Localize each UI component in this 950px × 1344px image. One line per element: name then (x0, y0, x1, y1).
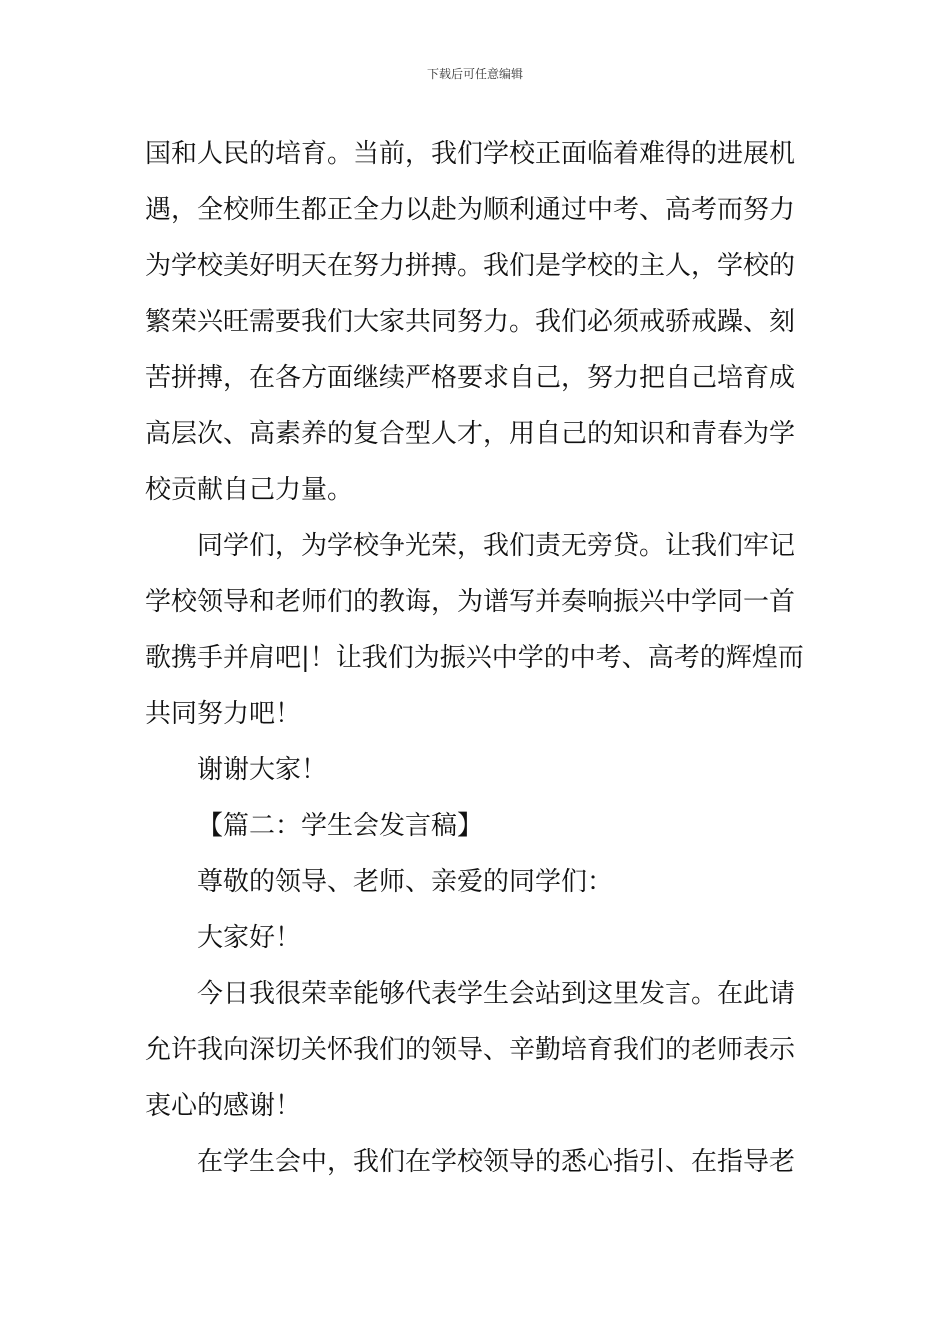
text-line: 在学生会中，我们在学校领导的悉心指引、在指导老 (197, 1147, 796, 1177)
text-line: 校贡献自己力量。 (145, 475, 354, 505)
text-line: 大家好！ (197, 923, 302, 953)
text-line: 歌携手并肩吧|！让我们为振兴中学的中考、高考的辉煌而 (145, 643, 804, 673)
document-body (145, 126, 815, 1190)
text-line: 允许我向深切关怀我们的领导、辛勤培育我们的老师表示 (145, 1035, 796, 1065)
page-header: 下载后可任意编辑 (426, 67, 523, 81)
section-heading: 【篇二：学生会发言稿】 (197, 811, 484, 841)
text-line: 学校领导和老师们的教诲，为谱写并奏响振兴中学同一首 (145, 587, 796, 617)
text-line: 衷心的感谢！ (145, 1091, 302, 1121)
text-line: 繁荣兴旺需要我们大家共同努力。我们必须戒骄戒躁、刻 (145, 307, 796, 337)
text-line: 共同努力吧！ (145, 699, 302, 729)
text-line: 苦拼搏，在各方面继续严格要求自己，努力把自己培育成 (145, 363, 796, 393)
text-line: 谢谢大家！ (197, 755, 328, 785)
text-line: 高层次、高素养的复合型人才，用自己的知识和青春为学 (145, 419, 796, 449)
text-line: 尊敬的领导、老师、亲爱的同学们： (197, 867, 614, 897)
text-line: 今日我很荣幸能够代表学生会站到这里发言。在此请 (197, 979, 796, 1009)
text-line: 同学们，为学校争光荣，我们责无旁贷。让我们牢记 (197, 531, 796, 561)
text-line: 国和人民的培育。当前，我们学校正面临着难得的进展机 (145, 139, 796, 169)
text-line: 遇，全校师生都正全力以赴为顺利通过中考、高考而努力 (145, 195, 796, 225)
text-line: 为学校美好明天在努力拼搏。我们是学校的主人，学校的 (145, 251, 796, 281)
